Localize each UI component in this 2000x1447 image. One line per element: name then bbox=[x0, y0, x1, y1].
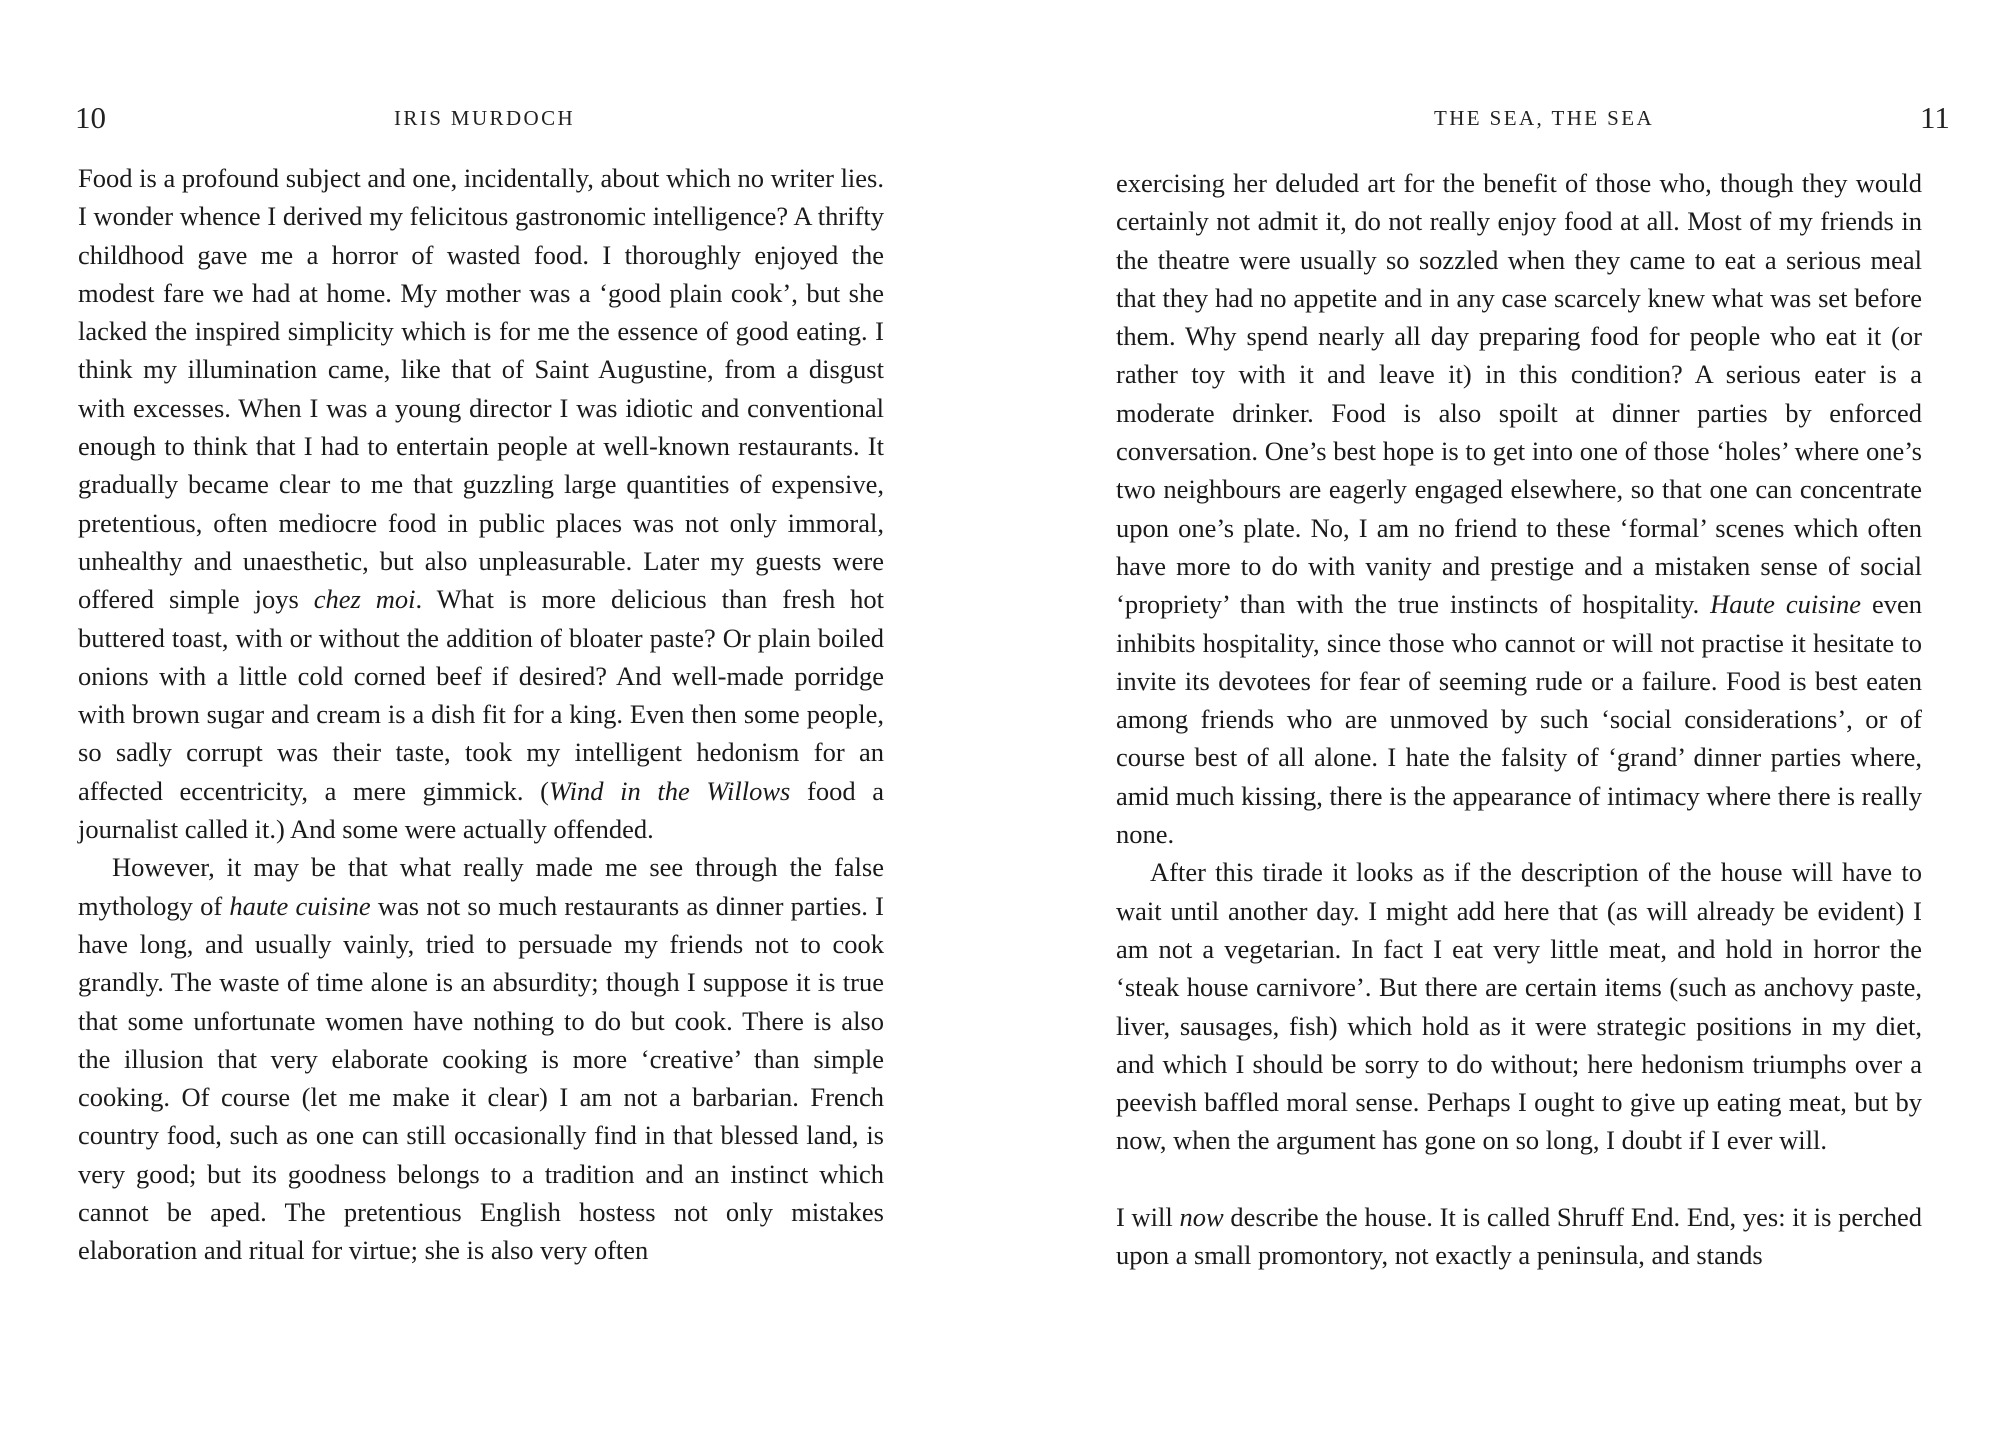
body-text bbox=[1116, 164, 1922, 1274]
text-run: food a journalist called it.) And some were actually offended. bbox=[78, 775, 885, 845]
paragraph bbox=[1116, 853, 1922, 1159]
paragraph bbox=[1116, 164, 1922, 853]
italic-text-run: Wind in the Willows bbox=[548, 775, 791, 806]
italic-text-run: haute cuisine bbox=[229, 890, 371, 921]
italic-text-run: chez moi bbox=[313, 584, 416, 615]
paragraph bbox=[78, 848, 884, 1269]
running-head-title: THE SEA, THE SEA bbox=[1434, 106, 1655, 130]
italic-text-run: now bbox=[1179, 1201, 1224, 1232]
paragraph bbox=[1116, 1198, 1922, 1275]
text-run: describe the house. It is called Shruff End. End, yes: it is perched upon a small promontory, not exactly a peninsula, and stands bbox=[1116, 1201, 1922, 1271]
italic-text-run: Haute cuisine bbox=[1710, 589, 1861, 620]
text-run: exercising her deluded art for the benefit of those who, though they would certainly not admit it, do not really enjoy food at all. Most of my friends in the theatre were usually so sozzled when they came to eat a serious meal that they had no appetite and in any case scarcely knew what was set before them. Why spend nearly all day preparing food for people who eat it (or rather toy with it and leave it) in this condition? A serious eater is a moderate drinker. Food is also spoilt at dinner parties by enforced conversation. One’s best hope is to get into one of those ‘holes’ where one’s two neighbours are eagerly engaged elsewhere, so that one can concentrate upon one’s plate. No, I am no friend to these ‘formal’ scenes which often have more to do with vanity and prestige and a mistaken sense of social ‘propriety’ than with the true instincts of hospitality. bbox=[1116, 168, 1922, 620]
page-number: 10 bbox=[75, 100, 106, 135]
text-run: However, it may be that what really made me see through the false mythology of bbox=[78, 852, 884, 921]
text-run: . What is more delicious than fresh hot buttered toast, with or without the addition of bloater paste? Or plain boiled onions with a little cold corned beef if desired? And well-made porridge with brown sugar and cream is a dish fit for a king. Even then some people, so sadly corrupt was their taste, took my intelligent hedonism for an affected eccentricity, a mere gimmick. ( bbox=[78, 584, 885, 806]
text-run: I will bbox=[1116, 1201, 1180, 1232]
text-run: Food is a profound subject and one, incidentally, about which no writer lies. I wonder whence I derived my felicitous gastronomic intelligence? A thrifty childhood gave me a horror of wasted food. I thoroughly enjoyed the modest fare we had at home. My mother was a ‘good plain cook’, but she lacked the inspired simplicity which is for me the essence of good eating. I think my illumination came, like that of Saint Augustine, from a disgust with excesses. When I was a young director I was idiotic and conventional enough to think that I had to entertain people at well-known restaurants. It gradually became clear to me that guzzling large quantities of expensive, pretentious, often mediocre food in public places was not only immoral, unhealthy and unaesthetic, but also unpleasurable. Later my guests were offered simple joys bbox=[78, 163, 884, 615]
body-text bbox=[78, 159, 884, 1270]
running-head-author: IRIS MURDOCH bbox=[394, 106, 576, 130]
text-run: even inhibits hospitality, since those who cannot or will not practise it hesitate to invite its devotees for fear of seeming rude or a failure. Food is best eaten among friends who are unmoved by such ‘social considerations’, or of course best of all alone. I hate the falsity of ‘grand’ dinner parties where, amid much kissing, there is the appearance of intimacy where there is really none. bbox=[1116, 589, 1922, 850]
right-page bbox=[1000, 0, 2000, 1447]
text-run: After this tirade it looks as if the description of the house will have to wait until another day. I might add here that (as will already be evident) I am not a vegetarian. In fact I eat very little meat, and hold in horror the ‘steak house carnivore’. But there are certain items (such as anchovy paste, liver, sausages, fish) which hold as it were strategic positions in my diet, and which I should be sorry to do without; here hedonism triumphs over a peevish baffled moral sense. Perhaps I ought to give up eating meat, but by now, when the argument has gone on so long, I doubt if I ever will. bbox=[1116, 857, 1922, 1156]
page-number: 11 bbox=[1920, 100, 1950, 135]
paragraph bbox=[78, 159, 884, 848]
text-run: was not so much restaurants as dinner parties. I have long, and usually vainly, tried to persuade my friends not to cook grandly. The waste of time alone is an absurdity; though I suppose it is true that some unfortunate women have nothing to do but cook. There is also the illusion that very elaborate cooking is more ‘creative’ than simple cooking. Of course (let me make it clear) I am not a barbarian. French country food, such as one can still occasionally find in that blessed land, is very good; but its goodness belongs to a tradition and an instinct which cannot be aped. The pretentious English hostess not only mistakes elaboration and ritual for virtue; she is also very often bbox=[78, 890, 884, 1266]
